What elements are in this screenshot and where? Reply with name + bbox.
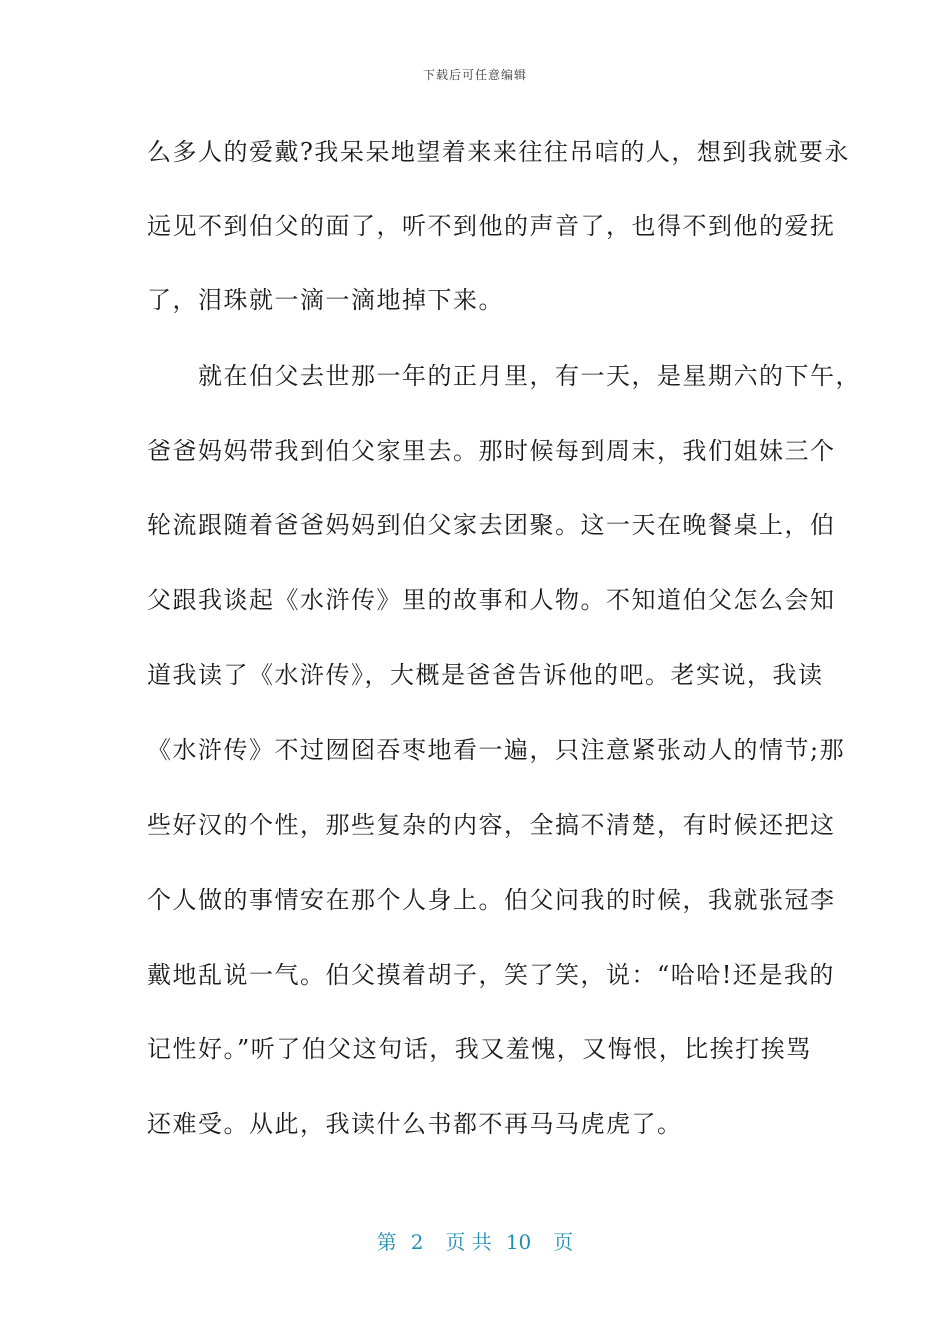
footer-suffix: 页	[553, 1230, 574, 1254]
body-line: 远见不到伯父的面了，听不到他的声音了，也得不到他的爱抚	[147, 212, 836, 240]
footer-prefix: 第	[376, 1230, 397, 1254]
page-header: 下载后可任意编辑	[422, 68, 527, 82]
body-line: 些好汉的个性，那些复杂的内容，全搞不清楚，有时候还把这	[147, 811, 836, 839]
total-pages-number: 10	[505, 1230, 532, 1254]
body-line: 就在伯父去世那一年的正月里，有一天，是星期六的下午，	[147, 362, 861, 390]
body-line: 轮流跟随着爸爸妈妈到伯父家去团聚。这一天在晚餐桌上，伯	[147, 511, 836, 539]
body-line: 个人做的事情安在那个人身上。伯父问我的时候，我就张冠李	[147, 886, 836, 914]
body-line: 还难受。从此，我读什么书都不再马马虎虎了。	[147, 1110, 683, 1138]
body-line: 戴地乱说一气。伯父摸着胡子，笑了笑，说：“哈哈!还是我的	[147, 961, 835, 989]
body-line: 了，泪珠就一滴一滴地掉下来。	[147, 286, 504, 314]
current-page-number: 2	[410, 1230, 424, 1254]
body-line: 道我读了《水浒传》，大概是爸爸告诉他的吧。老实说，我读	[147, 661, 824, 689]
body-line: 《水浒传》不过囫囵吞枣地看一遍，只注意紧张动人的情节;那	[147, 736, 846, 764]
footer-middle: 页 共	[445, 1230, 492, 1254]
page-footer	[0, 1226, 950, 1255]
body-line: 爸爸妈妈带我到伯父家里去。那时候每到周末，我们姐妹三个	[147, 437, 836, 465]
body-line: 记性好。”听了伯父这句话，我又羞愧，又悔恨，比挨打挨骂	[147, 1035, 812, 1063]
body-line: 么多人的爱戴?我呆呆地望着来来往往吊唁的人，想到我就要永	[147, 138, 850, 166]
body-line: 父跟我谈起《水浒传》里的故事和人物。不知道伯父怎么会知	[147, 586, 836, 614]
